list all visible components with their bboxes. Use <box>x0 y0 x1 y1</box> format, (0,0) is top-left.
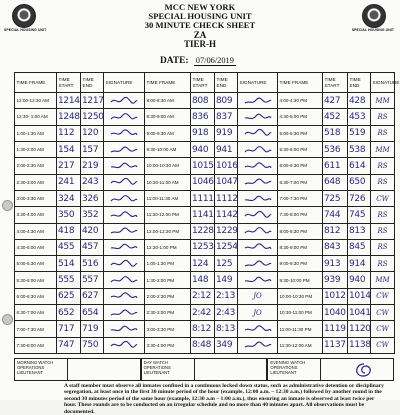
time-frame-cell: 2:30-3:00 AM <box>15 174 57 190</box>
signature-cell <box>104 256 145 272</box>
time-end-cell: 1041 <box>348 305 371 321</box>
log-row <box>15 272 395 288</box>
time-start-cell: 124 <box>191 256 215 272</box>
signature-cell: RS <box>371 223 395 239</box>
log-row <box>15 93 395 109</box>
time-start-cell: 418 <box>57 223 81 239</box>
lieutenant-signature-box <box>267 358 394 381</box>
time-start-cell: 648 <box>323 174 348 190</box>
time-end-cell: 453 <box>348 109 371 125</box>
time-frame-cell: 2:30-3:00 PM <box>145 305 191 321</box>
signature-cell <box>238 272 278 288</box>
time-frame-cell: 9:00-9:30 PM <box>278 256 323 272</box>
time-frame-cell: 12:00-12:30 PM <box>145 223 191 239</box>
time-start-cell: 918 <box>191 125 215 141</box>
time-start-cell: 2:12 <box>191 288 215 304</box>
log-row <box>15 125 395 141</box>
signature-scrawl-icon <box>109 259 139 269</box>
time-end-cell: 1142 <box>215 207 238 223</box>
time-start-cell: 8:12 <box>191 321 215 337</box>
time-end-cell: 627 <box>81 288 104 304</box>
time-start-cell: 812 <box>323 223 348 239</box>
time-start-cell: 1046 <box>191 174 215 190</box>
time-start-cell: 1137 <box>323 337 348 353</box>
time-frame-cell: 1:30-2:00 AM <box>15 141 57 157</box>
time-end-cell: 1229 <box>215 223 238 239</box>
signature-cell <box>238 158 278 174</box>
time-frame-cell: 3:00-3:30 PM <box>145 321 191 337</box>
time-start-cell: 1214 <box>57 93 81 109</box>
time-end-cell: 2:43 <box>215 305 238 321</box>
signature-cell <box>104 207 145 223</box>
time-frame-cell: 4:00-4:30 AM <box>15 223 57 239</box>
time-end-cell: 352 <box>81 207 104 223</box>
time-end-cell: 243 <box>81 174 104 190</box>
time-start-cell: 725 <box>323 190 348 206</box>
time-frame-header: TIME FRAME <box>15 73 57 93</box>
log-row <box>15 141 395 157</box>
signature-cell: CW <box>371 305 395 321</box>
signature-cell: RS <box>371 256 395 272</box>
lieutenant-signature-box <box>141 358 268 381</box>
time-start-cell: 1012 <box>323 288 348 304</box>
time-start-cell: 427 <box>323 93 348 109</box>
time-frame-cell: 9:00-9:30 AM <box>145 125 191 141</box>
signature-cell: JO <box>238 288 278 304</box>
signature-scrawl-icon <box>109 340 139 350</box>
signature-header: SIGNATURE <box>371 73 395 93</box>
time-start-header: TIME START <box>57 73 81 93</box>
time-start-cell: 112 <box>57 125 81 141</box>
log-row <box>15 256 395 272</box>
time-frame-cell: 12:30-1:00 PM <box>145 239 191 255</box>
time-frame-cell: 12:00-12:30 AM <box>15 93 57 109</box>
time-start-cell: 913 <box>323 256 348 272</box>
signature-scrawl-icon <box>109 226 139 236</box>
signature-cell: RS <box>371 158 395 174</box>
time-end-cell: 538 <box>348 141 371 157</box>
signature-scrawl-icon <box>243 340 273 350</box>
time-start-cell: 1248 <box>57 109 81 125</box>
time-frame-cell: 7:00-7:30 AM <box>15 321 57 337</box>
seal-caption-left: SPECIAL HOUSING UNIT <box>4 28 47 32</box>
tier-label: TIER-H <box>183 39 216 49</box>
time-frame-cell: 3:30-4:00 PM <box>145 337 191 353</box>
signature-cell <box>238 109 278 125</box>
signature-cell: MM <box>371 93 395 109</box>
time-start-cell: 514 <box>57 256 81 272</box>
time-start-cell: 455 <box>57 239 81 255</box>
lieutenant-signature-row <box>14 358 394 381</box>
time-start-cell: 808 <box>191 93 215 109</box>
signature-cell: RS <box>371 174 395 190</box>
time-frame-cell: 2:00-2:30 PM <box>145 288 191 304</box>
time-end-cell: 149 <box>215 272 238 288</box>
time-end-cell: 845 <box>348 239 371 255</box>
log-row <box>15 337 395 353</box>
time-start-cell: 217 <box>57 158 81 174</box>
signature-scrawl-icon <box>109 210 139 220</box>
time-start-header: TIME START <box>191 73 215 93</box>
signature-scrawl-icon <box>243 210 273 220</box>
time-frame-cell: 7:30-8:00 PM <box>278 207 323 223</box>
time-frame-cell: 12:30- 1:00 AM <box>15 109 57 125</box>
log-row <box>15 190 395 206</box>
signature-cell: CW <box>371 288 395 304</box>
time-end-header: TIME END <box>215 73 238 93</box>
facility-name: MCC NEW YORK <box>164 2 236 12</box>
time-start-cell: 1253 <box>191 239 215 255</box>
signature-cell <box>104 239 145 255</box>
signature-scrawl-icon <box>109 145 139 155</box>
seal-caption-right: SPECIAL HOUSING UNIT <box>351 28 394 32</box>
time-end-cell: 1250 <box>81 109 104 125</box>
signature-cell <box>104 337 145 353</box>
time-frame-cell: 1:30-2:00 PM <box>145 272 191 288</box>
observation-policy-note: A staff member must observe all inmates confined in a continuous locked down status, such as administrative detention or disciplinary segregation, at least once in the first 30 minute period of the hour (example, 12:00 a.m. – 12:30 a.m.) followed by another round in the second 30 minutes period of the same hour (example, 12:30 a.m – 1:00 a.m.), thus ensuring an inmate is observed at least twice per hour. These rounds are to be conducted on an irregular schedule and no more than 40 minutes apart. All observations must be documented. <box>64 383 384 415</box>
log-row <box>15 223 395 239</box>
form-title: 30 MINUTE CHECK SHEET <box>144 20 256 30</box>
signature-cell <box>104 141 145 157</box>
log-row <box>15 305 395 321</box>
signature-scrawl-icon <box>109 308 139 318</box>
signature-cell <box>238 93 278 109</box>
time-start-cell: 1228 <box>191 223 215 239</box>
time-end-cell: 940 <box>348 272 371 288</box>
time-start-cell: 1111 <box>191 190 215 206</box>
time-end-cell: 1217 <box>81 93 104 109</box>
check-log-table <box>14 72 400 354</box>
signature-cell <box>238 337 278 353</box>
unit-name: SPECIAL HOUSING UNIT <box>148 11 252 21</box>
time-frame-cell: 5:30-6:00 PM <box>278 141 323 157</box>
signature-scrawl-icon <box>109 291 139 301</box>
signature-scrawl-icon <box>243 194 273 204</box>
time-start-cell: 625 <box>57 288 81 304</box>
date-label: DATE: <box>160 56 189 66</box>
signature-scrawl-icon <box>243 145 273 155</box>
log-row <box>15 109 395 125</box>
time-frame-cell: 1:00-1:30 PM <box>145 256 191 272</box>
signature-scrawl-icon <box>109 324 139 334</box>
time-frame-cell: 6:00-6:30 PM <box>278 158 323 174</box>
time-end-cell: 726 <box>348 190 371 206</box>
time-frame-cell: 10:30-11:00 AM <box>145 174 191 190</box>
time-start-cell: 836 <box>191 109 215 125</box>
time-end-cell: 157 <box>81 141 104 157</box>
time-end-cell: 809 <box>215 93 238 109</box>
signature-scrawl-icon <box>243 112 273 122</box>
time-start-cell: 1141 <box>191 207 215 223</box>
time-end-cell: 557 <box>81 272 104 288</box>
time-frame-cell: 3:30-4:00 AM <box>15 207 57 223</box>
header-row <box>15 73 395 93</box>
lieutenant-signature-icon <box>351 361 377 379</box>
lieutenant-signature-space <box>194 359 267 380</box>
signature-scrawl-icon <box>109 128 139 138</box>
time-start-cell: 518 <box>323 125 348 141</box>
signature-cell <box>238 141 278 157</box>
time-end-cell: 1047 <box>215 174 238 190</box>
signature-scrawl-icon <box>243 259 273 269</box>
time-end-cell: 1254 <box>215 239 238 255</box>
time-frame-cell: 11:00-11:30 AM <box>145 190 191 206</box>
log-row <box>15 239 395 255</box>
signature-cell: CW <box>371 337 395 353</box>
signature-cell <box>104 223 145 239</box>
time-end-cell: 219 <box>81 158 104 174</box>
signature-cell <box>104 158 145 174</box>
lieutenant-signature-space <box>320 359 393 380</box>
time-end-cell: 1120 <box>348 321 371 337</box>
signature-scrawl-icon <box>109 161 139 171</box>
date-value: 07/06/2019 <box>195 56 234 65</box>
signature-cell <box>104 190 145 206</box>
time-start-cell: 452 <box>323 109 348 125</box>
signature-scrawl-icon <box>243 324 273 334</box>
time-start-cell: 1119 <box>323 321 348 337</box>
signature-cell <box>104 305 145 321</box>
time-frame-cell: 2:00-2:30 AM <box>15 158 57 174</box>
time-frame-cell: 10:00-10:30 AM <box>145 158 191 174</box>
signature-scrawl-icon <box>109 96 139 106</box>
time-frame-cell: 9:30-10:00 PM <box>278 272 323 288</box>
unit-code: ZA <box>193 30 207 40</box>
signature-cell: CW <box>371 321 395 337</box>
signature-cell <box>238 190 278 206</box>
time-frame-cell: 8:30-9:00 AM <box>145 109 191 125</box>
signature-cell <box>238 125 278 141</box>
time-end-cell: 745 <box>348 207 371 223</box>
time-end-cell: 750 <box>81 337 104 353</box>
time-start-cell: 324 <box>57 190 81 206</box>
signature-cell: RS <box>371 207 395 223</box>
log-row <box>15 321 395 337</box>
lieutenant-label: DAY WATCH OPERATIONS LIEUTENANT <box>143 360 171 375</box>
signature-scrawl-icon <box>243 161 273 171</box>
time-frame-cell: 7:30-8:00 AM <box>15 337 57 353</box>
signature-cell: MM <box>371 272 395 288</box>
signature-cell <box>238 174 278 190</box>
time-end-cell: 428 <box>348 93 371 109</box>
time-frame-header: TIME FRAME <box>145 73 191 93</box>
time-end-cell: 1112 <box>215 190 238 206</box>
time-frame-cell: 4:30-5:00 AM <box>15 239 57 255</box>
time-start-cell: 652 <box>57 305 81 321</box>
log-row <box>15 158 395 174</box>
time-end-cell: 8:13 <box>215 321 238 337</box>
time-frame-cell: 5:00-5:30 AM <box>15 256 57 272</box>
time-end-cell: 719 <box>81 321 104 337</box>
time-end-cell: 614 <box>348 158 371 174</box>
time-start-cell: 747 <box>57 337 81 353</box>
date-row <box>160 56 236 66</box>
time-frame-cell: 4:30-5:00 PM <box>278 109 323 125</box>
signature-cell <box>104 174 145 190</box>
time-start-cell: 940 <box>191 141 215 157</box>
time-end-cell: 516 <box>81 256 104 272</box>
time-end-header: TIME END <box>348 73 371 93</box>
time-end-cell: 125 <box>215 256 238 272</box>
time-frame-cell: 3:00-3:30 AM <box>15 190 57 206</box>
signature-cell <box>104 288 145 304</box>
signature-header: SIGNATURE <box>104 73 145 93</box>
time-frame-cell: 9:30-10:00 AM <box>145 141 191 157</box>
time-start-cell: 555 <box>57 272 81 288</box>
time-end-cell: 519 <box>348 125 371 141</box>
signature-cell <box>104 272 145 288</box>
signature-cell: RS <box>371 125 395 141</box>
signature-cell: RS <box>371 239 395 255</box>
time-frame-header: TIME FRAME <box>278 73 323 93</box>
time-start-cell: 939 <box>323 272 348 288</box>
time-start-cell: 843 <box>323 239 348 255</box>
punch-hole <box>2 314 13 325</box>
time-frame-cell: 11:30-12:00 AM <box>278 337 323 353</box>
signature-scrawl-icon <box>109 194 139 204</box>
time-end-cell: 813 <box>348 223 371 239</box>
time-frame-cell: 4:00-4:30 PM <box>278 93 323 109</box>
time-end-cell: 1014 <box>348 288 371 304</box>
time-frame-cell: 8:00-8:30 PM <box>278 223 323 239</box>
signature-scrawl-icon <box>243 177 273 187</box>
signature-cell <box>104 321 145 337</box>
log-row <box>15 288 395 304</box>
signature-scrawl-icon <box>109 177 139 187</box>
log-row <box>15 207 395 223</box>
time-start-cell: 350 <box>57 207 81 223</box>
lieutenant-label: EVENING WATCH OPERATIONS LIEUTENANT <box>270 360 306 375</box>
time-start-cell: 241 <box>57 174 81 190</box>
time-end-cell: 837 <box>215 109 238 125</box>
time-frame-cell: 8:00-8:30 AM <box>145 93 191 109</box>
time-end-cell: 326 <box>81 190 104 206</box>
time-frame-cell: 6:00-6:30 AM <box>15 288 57 304</box>
signature-cell: CW <box>371 190 395 206</box>
signature-cell <box>104 109 145 125</box>
time-end-cell: 1016 <box>215 158 238 174</box>
time-end-cell: 914 <box>348 256 371 272</box>
time-end-cell: 457 <box>81 239 104 255</box>
time-frame-cell: 5:00-5:30 PM <box>278 125 323 141</box>
time-frame-cell: 10:00-10:30 PM <box>278 288 323 304</box>
time-end-cell: 650 <box>348 174 371 190</box>
time-start-cell: 1015 <box>191 158 215 174</box>
signature-cell: RS <box>371 109 395 125</box>
signature-scrawl-icon <box>243 226 273 236</box>
signature-header: SIGNATURE <box>238 73 278 93</box>
time-start-cell: 2:42 <box>191 305 215 321</box>
time-end-cell: 349 <box>215 337 238 353</box>
time-frame-cell: 10:30-11:00 PM <box>278 305 323 321</box>
punch-hole <box>2 200 13 211</box>
time-frame-cell: 6:30-7:00 AM <box>15 305 57 321</box>
time-frame-cell: 5:30-6:00 AM <box>15 272 57 288</box>
time-end-cell: 941 <box>215 141 238 157</box>
signature-scrawl-icon <box>243 128 273 138</box>
time-start-cell: 717 <box>57 321 81 337</box>
signature-scrawl-icon <box>109 242 139 252</box>
signature-cell <box>238 256 278 272</box>
time-frame-cell: 7:00-7:30 PM <box>278 190 323 206</box>
time-start-cell: 8:48 <box>191 337 215 353</box>
time-end-header: TIME END <box>81 73 104 93</box>
signature-cell: JO <box>238 305 278 321</box>
lieutenant-signature-box <box>14 358 141 381</box>
time-start-cell: 1040 <box>323 305 348 321</box>
time-frame-cell: 1:00-1:30 AM <box>15 125 57 141</box>
signature-scrawl-icon <box>243 275 273 285</box>
signature-scrawl-icon <box>109 275 139 285</box>
time-end-cell: 654 <box>81 305 104 321</box>
time-frame-cell: 8:30-9:00 PM <box>278 239 323 255</box>
signature-scrawl-icon <box>243 96 273 106</box>
time-end-cell: 120 <box>81 125 104 141</box>
signature-cell <box>238 223 278 239</box>
time-frame-cell: 11:00-11:30 PM <box>278 321 323 337</box>
time-end-cell: 1138 <box>348 337 371 353</box>
time-start-cell: 154 <box>57 141 81 157</box>
time-frame-cell: 11:30-12:00 PM <box>145 207 191 223</box>
signature-scrawl-icon <box>243 242 273 252</box>
time-end-cell: 2:13 <box>215 288 238 304</box>
signature-cell <box>104 93 145 109</box>
time-end-cell: 919 <box>215 125 238 141</box>
signature-cell <box>238 239 278 255</box>
signature-cell <box>238 321 278 337</box>
log-row <box>15 174 395 190</box>
signature-cell <box>238 207 278 223</box>
time-frame-cell: 6:30-7:00 PM <box>278 174 323 190</box>
time-start-cell: 536 <box>323 141 348 157</box>
time-start-cell: 148 <box>191 272 215 288</box>
lieutenant-label: MORNING WATCH OPERATIONS LIEUTENANT <box>17 360 54 375</box>
signature-cell: MM <box>371 141 395 157</box>
signature-cell <box>104 125 145 141</box>
time-end-cell: 420 <box>81 223 104 239</box>
lieutenant-signature-space <box>67 359 140 380</box>
time-start-cell: 744 <box>323 207 348 223</box>
time-start-header: TIME START <box>323 73 348 93</box>
time-start-cell: 611 <box>323 158 348 174</box>
signature-scrawl-icon <box>109 112 139 122</box>
